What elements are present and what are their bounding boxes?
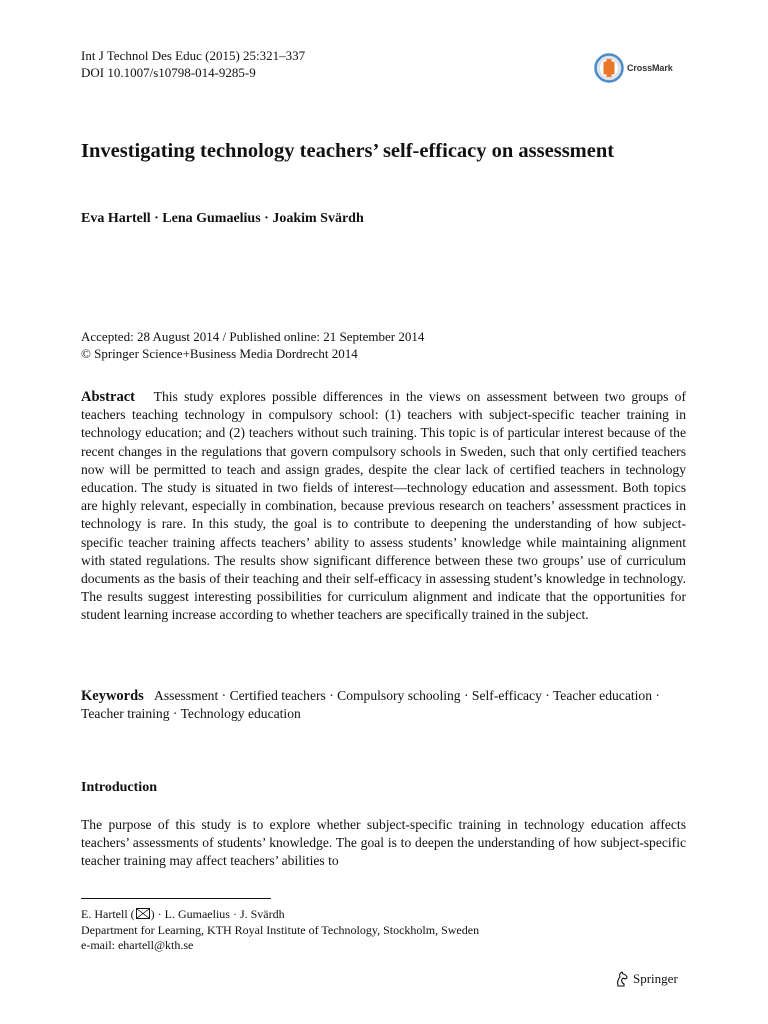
journal-citation: Int J Technol Des Educ (2015) 25:321–337 xyxy=(81,48,306,63)
footnote-email[interactable]: e-mail: ehartell@kth.se xyxy=(81,938,194,952)
article-title: Investigating technology teachers’ self-efficacy on assessment xyxy=(81,140,615,162)
footnote-author-b: ) · L. Gumaelius · J. Svärdh xyxy=(150,907,285,921)
doi[interactable]: DOI 10.1007/s10798-014-9285-9 xyxy=(81,65,256,80)
copyright: © Springer Science+Business Media Dordrecht 2014 xyxy=(81,346,358,361)
accepted-published: Accepted: 28 August 2014 / Published online: 21 September 2014 xyxy=(81,329,425,344)
crossmark-icon xyxy=(594,53,624,83)
publication-dates xyxy=(81,328,424,362)
journal-header xyxy=(81,47,305,81)
author-footnote xyxy=(81,907,479,954)
crossmark-badge[interactable] xyxy=(594,53,673,83)
keywords xyxy=(81,687,686,723)
publisher-logo xyxy=(614,970,678,988)
keywords-text: Assessment · Certified teachers · Compulsory schooling · Self-efficacy · Teacher education · Teacher training · Technology education xyxy=(81,688,660,722)
springer-horse-icon xyxy=(614,970,630,988)
introduction-text: The purpose of this study is to explore whether subject-specific training in technology education affects teachers’ assessments of students’ knowledge. The goal is to deepen the understanding of how subject-specific teacher training may affect teachers’ abilities to xyxy=(81,817,686,869)
publisher-name: Springer xyxy=(633,971,678,986)
footnote-rule xyxy=(81,898,271,899)
footnote-authors xyxy=(81,907,479,923)
abstract xyxy=(81,388,686,625)
section-heading-introduction: Introduction xyxy=(81,780,157,795)
abstract-label: Abstract xyxy=(81,389,135,405)
footnote-author-a: E. Hartell ( xyxy=(81,907,135,921)
article-authors: Eva Hartell · Lena Gumaelius · Joakim Svärdh xyxy=(81,211,364,226)
footnote-department: Department for Learning, KTH Royal Institute of Technology, Stockholm, Sweden xyxy=(81,922,480,937)
keywords-label: Keywords xyxy=(81,688,144,704)
mail-icon xyxy=(136,908,150,919)
abstract-text: This study explores possible differences in the views on assessment between two groups of teachers teaching technology in compulsory school: (1) teachers with subject-specific teacher training in technology education; and (2) teachers without such training. This topic is of particular interest because of the recent changes in the regulations that govern compulsory schools in Sweden, such that only certified teachers now will be permitted to teach and assign grades, despite the clear lack of certified teachers in technology education. The study is situated in two fields of interest—technology education and assessment. Both topics are highly relevant, especially in combination, because previous research on teachers’ assessment practices in technology is rare. In this study, the goal is to contribute to deepening the understanding of how subject-specific teacher training affects teachers’ ability to assess students’ knowledge while maintaining alignment with stated regulations. The results show significant difference between these two groups’ use of curriculum documents as the basis of their teaching and their self-efficacy in assessing student’s knowledge in technology. The results suggest interesting possibilities for curriculum alignment and indicate that the opportunities for student learning increase according to whether teachers are specifically trained in the subject. xyxy=(81,389,686,623)
crossmark-label: CrossMark xyxy=(627,63,673,73)
